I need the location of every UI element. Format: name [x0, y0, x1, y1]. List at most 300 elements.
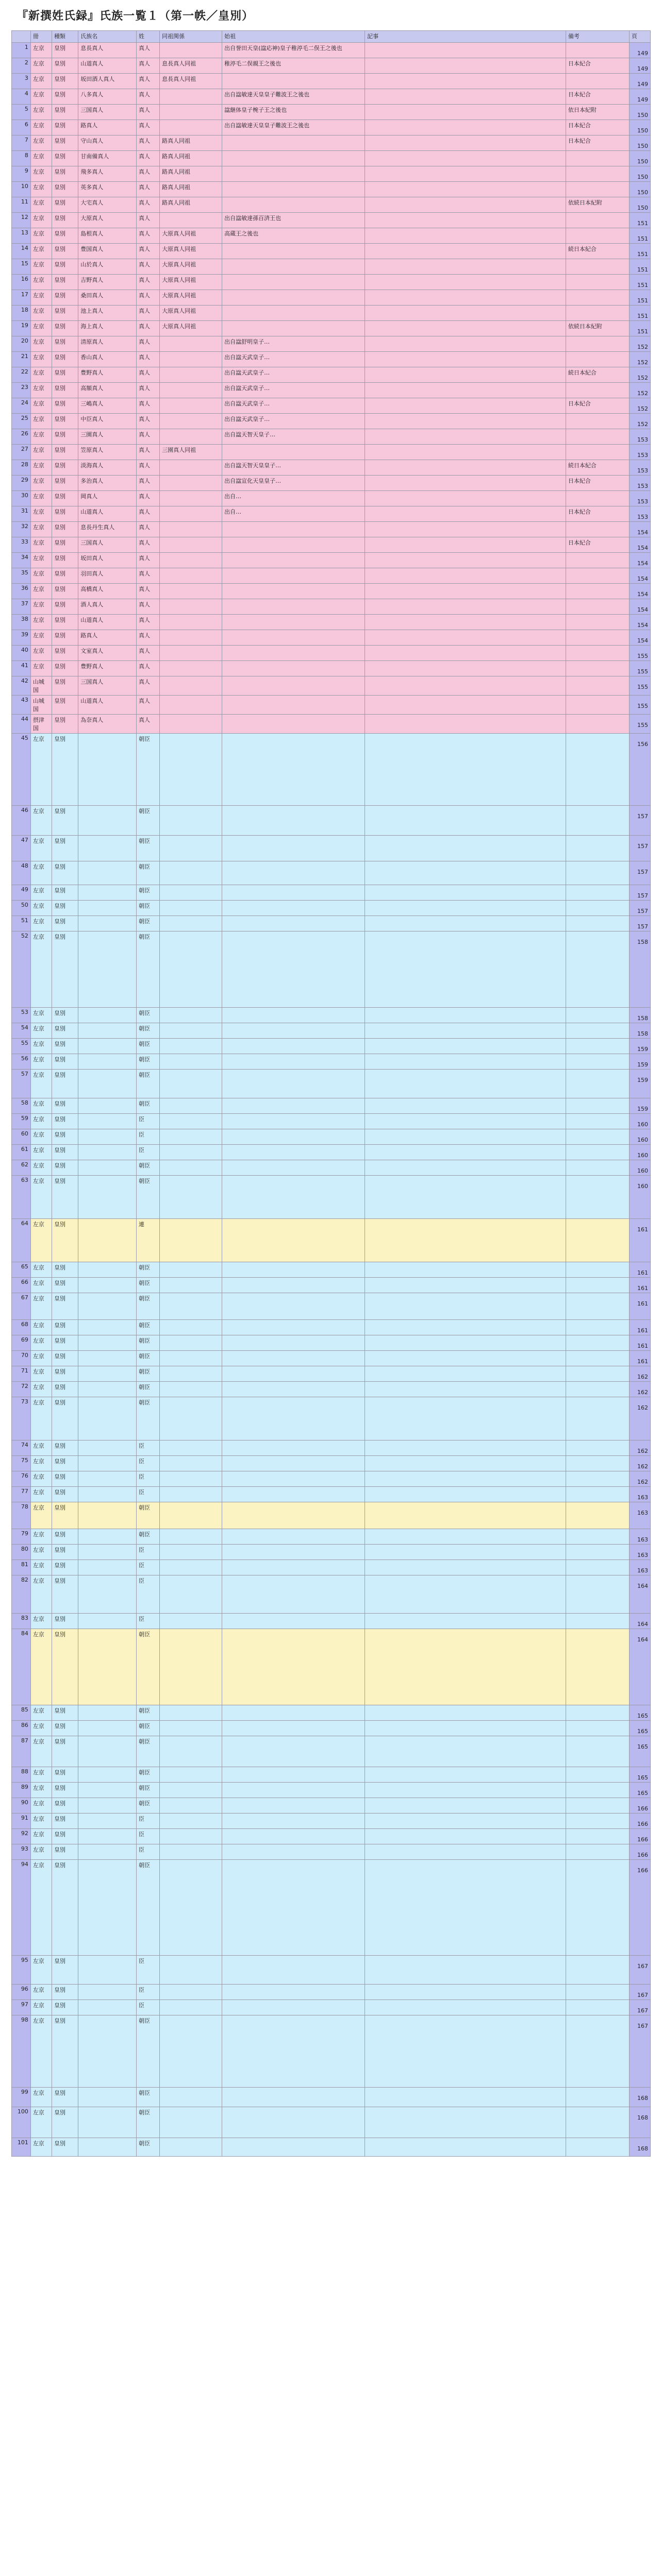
cell-volume: 左京: [30, 1721, 52, 1736]
cell-clan-name: 息長丹生真人: [78, 522, 137, 537]
cell-kabane: 真人: [137, 228, 160, 244]
cell-type: 皇別: [52, 646, 78, 661]
table-row: [12, 383, 651, 398]
cell-volume: 左京: [30, 1829, 52, 1844]
cell-same-ancestor: [160, 476, 222, 491]
cell-same-ancestor: [160, 491, 222, 506]
cell-type: 皇別: [52, 213, 78, 228]
cell-volume: 左京: [30, 1736, 52, 1767]
cell-same-ancestor: [160, 1351, 222, 1366]
cell-same-ancestor: [160, 43, 222, 58]
cell-kabane: 真人: [137, 58, 160, 74]
cell-type: 皇別: [52, 105, 78, 120]
cell-page: 154: [629, 615, 650, 630]
cell-no: 87: [12, 1736, 31, 1767]
cell-origin: [222, 1176, 365, 1219]
cell-same-ancestor: [160, 1335, 222, 1351]
cell-volume: 左京: [30, 506, 52, 522]
cell-note: [365, 1456, 566, 1471]
cell-no: 41: [12, 661, 31, 676]
cell-kabane: 臣: [137, 1545, 160, 1560]
table-row: [12, 1039, 651, 1054]
cell-origin: 出自諡天武皇子…: [222, 352, 365, 367]
cell-clan-name: [78, 1705, 137, 1721]
cell-remark: [566, 1575, 629, 1614]
cell-kabane: 朝臣: [137, 1070, 160, 1098]
cell-note: [365, 916, 566, 931]
cell-volume: 左京: [30, 476, 52, 491]
cell-note: [365, 1767, 566, 1783]
cell-no: 49: [12, 885, 31, 901]
cell-type: 皇別: [52, 182, 78, 197]
cell-type: 皇別: [52, 931, 78, 1008]
cell-no: 8: [12, 151, 31, 166]
cell-type: 皇別: [52, 429, 78, 445]
cell-page: 153: [629, 445, 650, 460]
cell-type: 皇別: [52, 676, 78, 696]
cell-note: [365, 1844, 566, 1860]
cell-type: 皇別: [52, 1860, 78, 1956]
cell-type: 皇別: [52, 1054, 78, 1070]
cell-type: 皇別: [52, 1767, 78, 1783]
cell-note: [365, 1262, 566, 1278]
cell-kabane: 真人: [137, 166, 160, 182]
cell-origin: 出自諡敏達天皇皇子難波王之後也: [222, 89, 365, 105]
cell-origin: [222, 1129, 365, 1145]
cell-kabane: 朝臣: [137, 1262, 160, 1278]
cell-no: 35: [12, 568, 31, 584]
cell-remark: [566, 1114, 629, 1129]
cell-same-ancestor: [160, 1320, 222, 1335]
cell-kabane: 臣: [137, 1114, 160, 1129]
cell-page: 161: [629, 1351, 650, 1366]
cell-same-ancestor: [160, 1814, 222, 1829]
cell-no: 45: [12, 734, 31, 806]
cell-page: 168: [629, 2138, 650, 2157]
table-row: [12, 89, 651, 105]
cell-note: [365, 1366, 566, 1382]
cell-origin: [222, 1382, 365, 1397]
cell-origin: [222, 2107, 365, 2138]
cell-remark: 続日本紀合: [566, 460, 629, 476]
cell-note: [365, 1985, 566, 2000]
cell-page: 150: [629, 135, 650, 151]
cell-same-ancestor: [160, 1176, 222, 1219]
cell-no: 27: [12, 445, 31, 460]
cell-volume: 左京: [30, 491, 52, 506]
cell-remark: [566, 166, 629, 182]
cell-page: 162: [629, 1456, 650, 1471]
cell-note: [365, 1575, 566, 1614]
cell-no: 19: [12, 321, 31, 336]
cell-clan-name: [78, 1529, 137, 1545]
cell-remark: 日本紀合: [566, 537, 629, 553]
table-row: [12, 275, 651, 290]
table-row: [12, 197, 651, 213]
cell-type: 皇別: [52, 1502, 78, 1529]
cell-volume: 左京: [30, 1054, 52, 1070]
table-row: [12, 228, 651, 244]
cell-clan-name: [78, 1351, 137, 1366]
cell-origin: 出自…: [222, 491, 365, 506]
cell-page: 157: [629, 885, 650, 901]
cell-origin: [222, 1023, 365, 1039]
cell-same-ancestor: [160, 105, 222, 120]
cell-volume: 左京: [30, 553, 52, 568]
cell-type: 皇別: [52, 553, 78, 568]
cell-clan-name: [78, 1736, 137, 1767]
cell-no: 11: [12, 197, 31, 213]
cell-page: 153: [629, 476, 650, 491]
cell-type: 皇別: [52, 166, 78, 182]
cell-same-ancestor: [160, 1440, 222, 1456]
cell-remark: [566, 1736, 629, 1767]
cell-page: 153: [629, 429, 650, 445]
cell-volume: 左京: [30, 1545, 52, 1560]
cell-note: [365, 836, 566, 861]
cell-type: 皇別: [52, 1560, 78, 1575]
table-row: [12, 506, 651, 522]
cell-same-ancestor: [160, 213, 222, 228]
cell-volume: 左京: [30, 1783, 52, 1798]
cell-type: 皇別: [52, 734, 78, 806]
cell-remark: [566, 646, 629, 661]
cell-remark: [566, 1366, 629, 1382]
cell-same-ancestor: [160, 2138, 222, 2157]
cell-note: [365, 506, 566, 522]
cell-kabane: 真人: [137, 135, 160, 151]
cell-no: 24: [12, 398, 31, 414]
cell-kabane: 真人: [137, 445, 160, 460]
cell-type: 皇別: [52, 885, 78, 901]
cell-no: 64: [12, 1219, 31, 1262]
cell-page: 168: [629, 2088, 650, 2107]
cell-kabane: 朝臣: [137, 1736, 160, 1767]
cell-clan-name: [78, 1397, 137, 1440]
cell-volume: 左京: [30, 1798, 52, 1814]
cell-no: 2: [12, 58, 31, 74]
table-row: [12, 916, 651, 931]
cell-volume: 左京: [30, 1320, 52, 1335]
cell-origin: [222, 916, 365, 931]
cell-remark: [566, 352, 629, 367]
cell-kabane: 朝臣: [137, 1721, 160, 1736]
cell-kabane: 朝臣: [137, 1705, 160, 1721]
cell-kabane: 朝臣: [137, 1335, 160, 1351]
cell-clan-name: [78, 1054, 137, 1070]
cell-no: 52: [12, 931, 31, 1008]
cell-type: 皇別: [52, 1614, 78, 1629]
cell-volume: 左京: [30, 1219, 52, 1262]
cell-note: [365, 244, 566, 259]
cell-clan-name: [78, 1382, 137, 1397]
cell-page: 159: [629, 1098, 650, 1114]
cell-remark: [566, 2107, 629, 2138]
cell-remark: [566, 1098, 629, 1114]
cell-kabane: 朝臣: [137, 916, 160, 931]
cell-remark: [566, 1860, 629, 1956]
cell-type: 皇別: [52, 715, 78, 734]
cell-note: [365, 901, 566, 916]
cell-origin: [222, 806, 365, 836]
table-row: [12, 1844, 651, 1860]
cell-remark: [566, 151, 629, 166]
cell-clan-name: [78, 1502, 137, 1529]
cell-page: 151: [629, 321, 650, 336]
cell-clan-name: [78, 1039, 137, 1054]
cell-kabane: 真人: [137, 537, 160, 553]
cell-volume: 左京: [30, 352, 52, 367]
cell-volume: 左京: [30, 1814, 52, 1829]
cell-remark: [566, 836, 629, 861]
cell-volume: 左京: [30, 105, 52, 120]
cell-no: 67: [12, 1293, 31, 1320]
cell-kabane: 臣: [137, 1471, 160, 1487]
cell-same-ancestor: [160, 1502, 222, 1529]
cell-no: 51: [12, 916, 31, 931]
table-row: [12, 352, 651, 367]
cell-kabane: 真人: [137, 646, 160, 661]
cell-remark: 日本紀合: [566, 120, 629, 135]
cell-page: 151: [629, 228, 650, 244]
cell-origin: [222, 1320, 365, 1335]
cell-origin: [222, 584, 365, 599]
cell-no: 99: [12, 2088, 31, 2107]
cell-type: 皇別: [52, 1262, 78, 1278]
cell-type: 皇別: [52, 1721, 78, 1736]
table-row: [12, 429, 651, 445]
cell-same-ancestor: [160, 1860, 222, 1956]
cell-clan-name: [78, 1456, 137, 1471]
cell-clan-name: [78, 1129, 137, 1145]
cell-page: 153: [629, 491, 650, 506]
cell-same-ancestor: [160, 506, 222, 522]
cell-type: 皇別: [52, 1471, 78, 1487]
cell-same-ancestor: [160, 1160, 222, 1176]
cell-note: [365, 522, 566, 537]
cell-origin: 出自諡敏達孫百済王也: [222, 213, 365, 228]
cell-no: 47: [12, 836, 31, 861]
cell-page: 166: [629, 1814, 650, 1829]
cell-volume: 左京: [30, 2015, 52, 2088]
cell-same-ancestor: [160, 1798, 222, 1814]
cell-clan-name: 八多真人: [78, 89, 137, 105]
table-row: [12, 734, 651, 806]
cell-type: 皇別: [52, 1351, 78, 1366]
cell-clan-name: [78, 1160, 137, 1176]
cell-origin: [222, 151, 365, 166]
cell-type: 皇別: [52, 522, 78, 537]
cell-no: 70: [12, 1351, 31, 1366]
cell-page: 151: [629, 275, 650, 290]
cell-note: [365, 1860, 566, 1956]
cell-remark: [566, 74, 629, 89]
cell-same-ancestor: [160, 553, 222, 568]
table-row: [12, 58, 651, 74]
cell-clan-name: [78, 1721, 137, 1736]
cell-note: [365, 414, 566, 429]
cell-note: [365, 661, 566, 676]
cell-kabane: 真人: [137, 120, 160, 135]
cell-page: 158: [629, 931, 650, 1008]
cell-no: 39: [12, 630, 31, 646]
cell-remark: [566, 568, 629, 584]
cell-no: 12: [12, 213, 31, 228]
cell-page: 160: [629, 1114, 650, 1129]
table-row: [12, 120, 651, 135]
cell-origin: [222, 135, 365, 151]
cell-clan-name: 息長真人: [78, 43, 137, 58]
cell-page: 166: [629, 1829, 650, 1844]
table-row: [12, 537, 651, 553]
cell-volume: 左京: [30, 166, 52, 182]
cell-origin: [222, 1351, 365, 1366]
cell-type: 皇別: [52, 1705, 78, 1721]
cell-note: [365, 646, 566, 661]
cell-type: 皇別: [52, 1956, 78, 1985]
cell-volume: 左京: [30, 1335, 52, 1351]
cell-note: [365, 630, 566, 646]
cell-remark: 依続日本紀附: [566, 321, 629, 336]
cell-volume: 左京: [30, 2138, 52, 2157]
cell-type: 皇別: [52, 1529, 78, 1545]
cell-same-ancestor: [160, 398, 222, 414]
cell-kabane: 真人: [137, 259, 160, 275]
cell-page: 164: [629, 1575, 650, 1614]
table-row: [12, 1023, 651, 1039]
cell-kabane: 朝臣: [137, 1529, 160, 1545]
cell-remark: [566, 1176, 629, 1219]
cell-type: 皇別: [52, 383, 78, 398]
cell-type: 皇別: [52, 244, 78, 259]
table-row: [12, 522, 651, 537]
cell-clan-name: 坂田酒人真人: [78, 74, 137, 89]
cell-clan-name: [78, 1545, 137, 1560]
cell-origin: [222, 2088, 365, 2107]
cell-kabane: 臣: [137, 1844, 160, 1860]
cell-kabane: 朝臣: [137, 1160, 160, 1176]
cell-volume: 左京: [30, 1114, 52, 1129]
cell-same-ancestor: 大原真人同祖: [160, 244, 222, 259]
header-origin: 始祖: [222, 31, 365, 43]
table-row: [12, 1798, 651, 1814]
cell-note: [365, 445, 566, 460]
cell-remark: [566, 414, 629, 429]
cell-page: 149: [629, 58, 650, 74]
cell-origin: [222, 1440, 365, 1456]
cell-origin: [222, 1614, 365, 1629]
cell-no: 74: [12, 1440, 31, 1456]
cell-note: [365, 228, 566, 244]
cell-clan-name: 甘南備真人: [78, 151, 137, 166]
cell-note: [365, 2138, 566, 2157]
cell-note: [365, 1529, 566, 1545]
table-row: [12, 414, 651, 429]
cell-origin: 出自諡敏達天皇皇子難波王之後也: [222, 120, 365, 135]
cell-no: 60: [12, 1129, 31, 1145]
table-row: [12, 491, 651, 506]
cell-remark: [566, 1614, 629, 1629]
table-row: [12, 1114, 651, 1129]
cell-page: 149: [629, 43, 650, 58]
cell-no: 80: [12, 1545, 31, 1560]
cell-remark: [566, 1844, 629, 1860]
cell-same-ancestor: [160, 806, 222, 836]
cell-remark: [566, 1129, 629, 1145]
table-row: [12, 336, 651, 352]
cell-volume: 左京: [30, 1293, 52, 1320]
cell-clan-name: [78, 1008, 137, 1023]
cell-kabane: 朝臣: [137, 1293, 160, 1320]
cell-remark: [566, 599, 629, 615]
cell-no: 98: [12, 2015, 31, 2088]
cell-remark: [566, 1278, 629, 1293]
cell-no: 95: [12, 1956, 31, 1985]
cell-page: 152: [629, 383, 650, 398]
cell-clan-name: [78, 1366, 137, 1382]
cell-page: 162: [629, 1471, 650, 1487]
table-row: [12, 1956, 651, 1985]
cell-page: 151: [629, 259, 650, 275]
cell-origin: [222, 259, 365, 275]
cell-page: 154: [629, 537, 650, 553]
cell-volume: 左京: [30, 1529, 52, 1545]
cell-note: [365, 89, 566, 105]
cell-origin: [222, 1145, 365, 1160]
cell-same-ancestor: [160, 1262, 222, 1278]
cell-page: 155: [629, 646, 650, 661]
cell-origin: [222, 661, 365, 676]
cell-note: [365, 584, 566, 599]
cell-clan-name: [78, 1575, 137, 1614]
table-row: [12, 445, 651, 460]
table-row: [12, 1219, 651, 1262]
cell-volume: 左京: [30, 537, 52, 553]
cell-kabane: 臣: [137, 1129, 160, 1145]
cell-remark: [566, 1382, 629, 1397]
cell-remark: [566, 615, 629, 630]
cell-kabane: 真人: [137, 367, 160, 383]
header-same-ancestor: 同祖関係: [160, 31, 222, 43]
cell-same-ancestor: [160, 1114, 222, 1129]
cell-same-ancestor: [160, 1054, 222, 1070]
cell-note: [365, 105, 566, 120]
cell-page: 166: [629, 1860, 650, 1956]
cell-origin: [222, 1705, 365, 1721]
cell-remark: [566, 2015, 629, 2088]
cell-origin: [222, 568, 365, 584]
cell-page: 158: [629, 1008, 650, 1023]
cell-origin: [222, 615, 365, 630]
cell-page: 156: [629, 734, 650, 806]
cell-no: 46: [12, 806, 31, 836]
cell-note: [365, 537, 566, 553]
cell-clan-name: 山於真人: [78, 259, 137, 275]
cell-volume: 左京: [30, 615, 52, 630]
cell-same-ancestor: [160, 429, 222, 445]
cell-origin: [222, 1502, 365, 1529]
cell-page: 165: [629, 1767, 650, 1783]
cell-volume: 左京: [30, 1629, 52, 1705]
cell-same-ancestor: [160, 2088, 222, 2107]
cell-remark: [566, 861, 629, 885]
cell-page: 154: [629, 568, 650, 584]
cell-kabane: 真人: [137, 630, 160, 646]
cell-type: 皇別: [52, 1575, 78, 1614]
cell-no: 25: [12, 414, 31, 429]
cell-type: 皇別: [52, 2088, 78, 2107]
cell-note: [365, 460, 566, 476]
